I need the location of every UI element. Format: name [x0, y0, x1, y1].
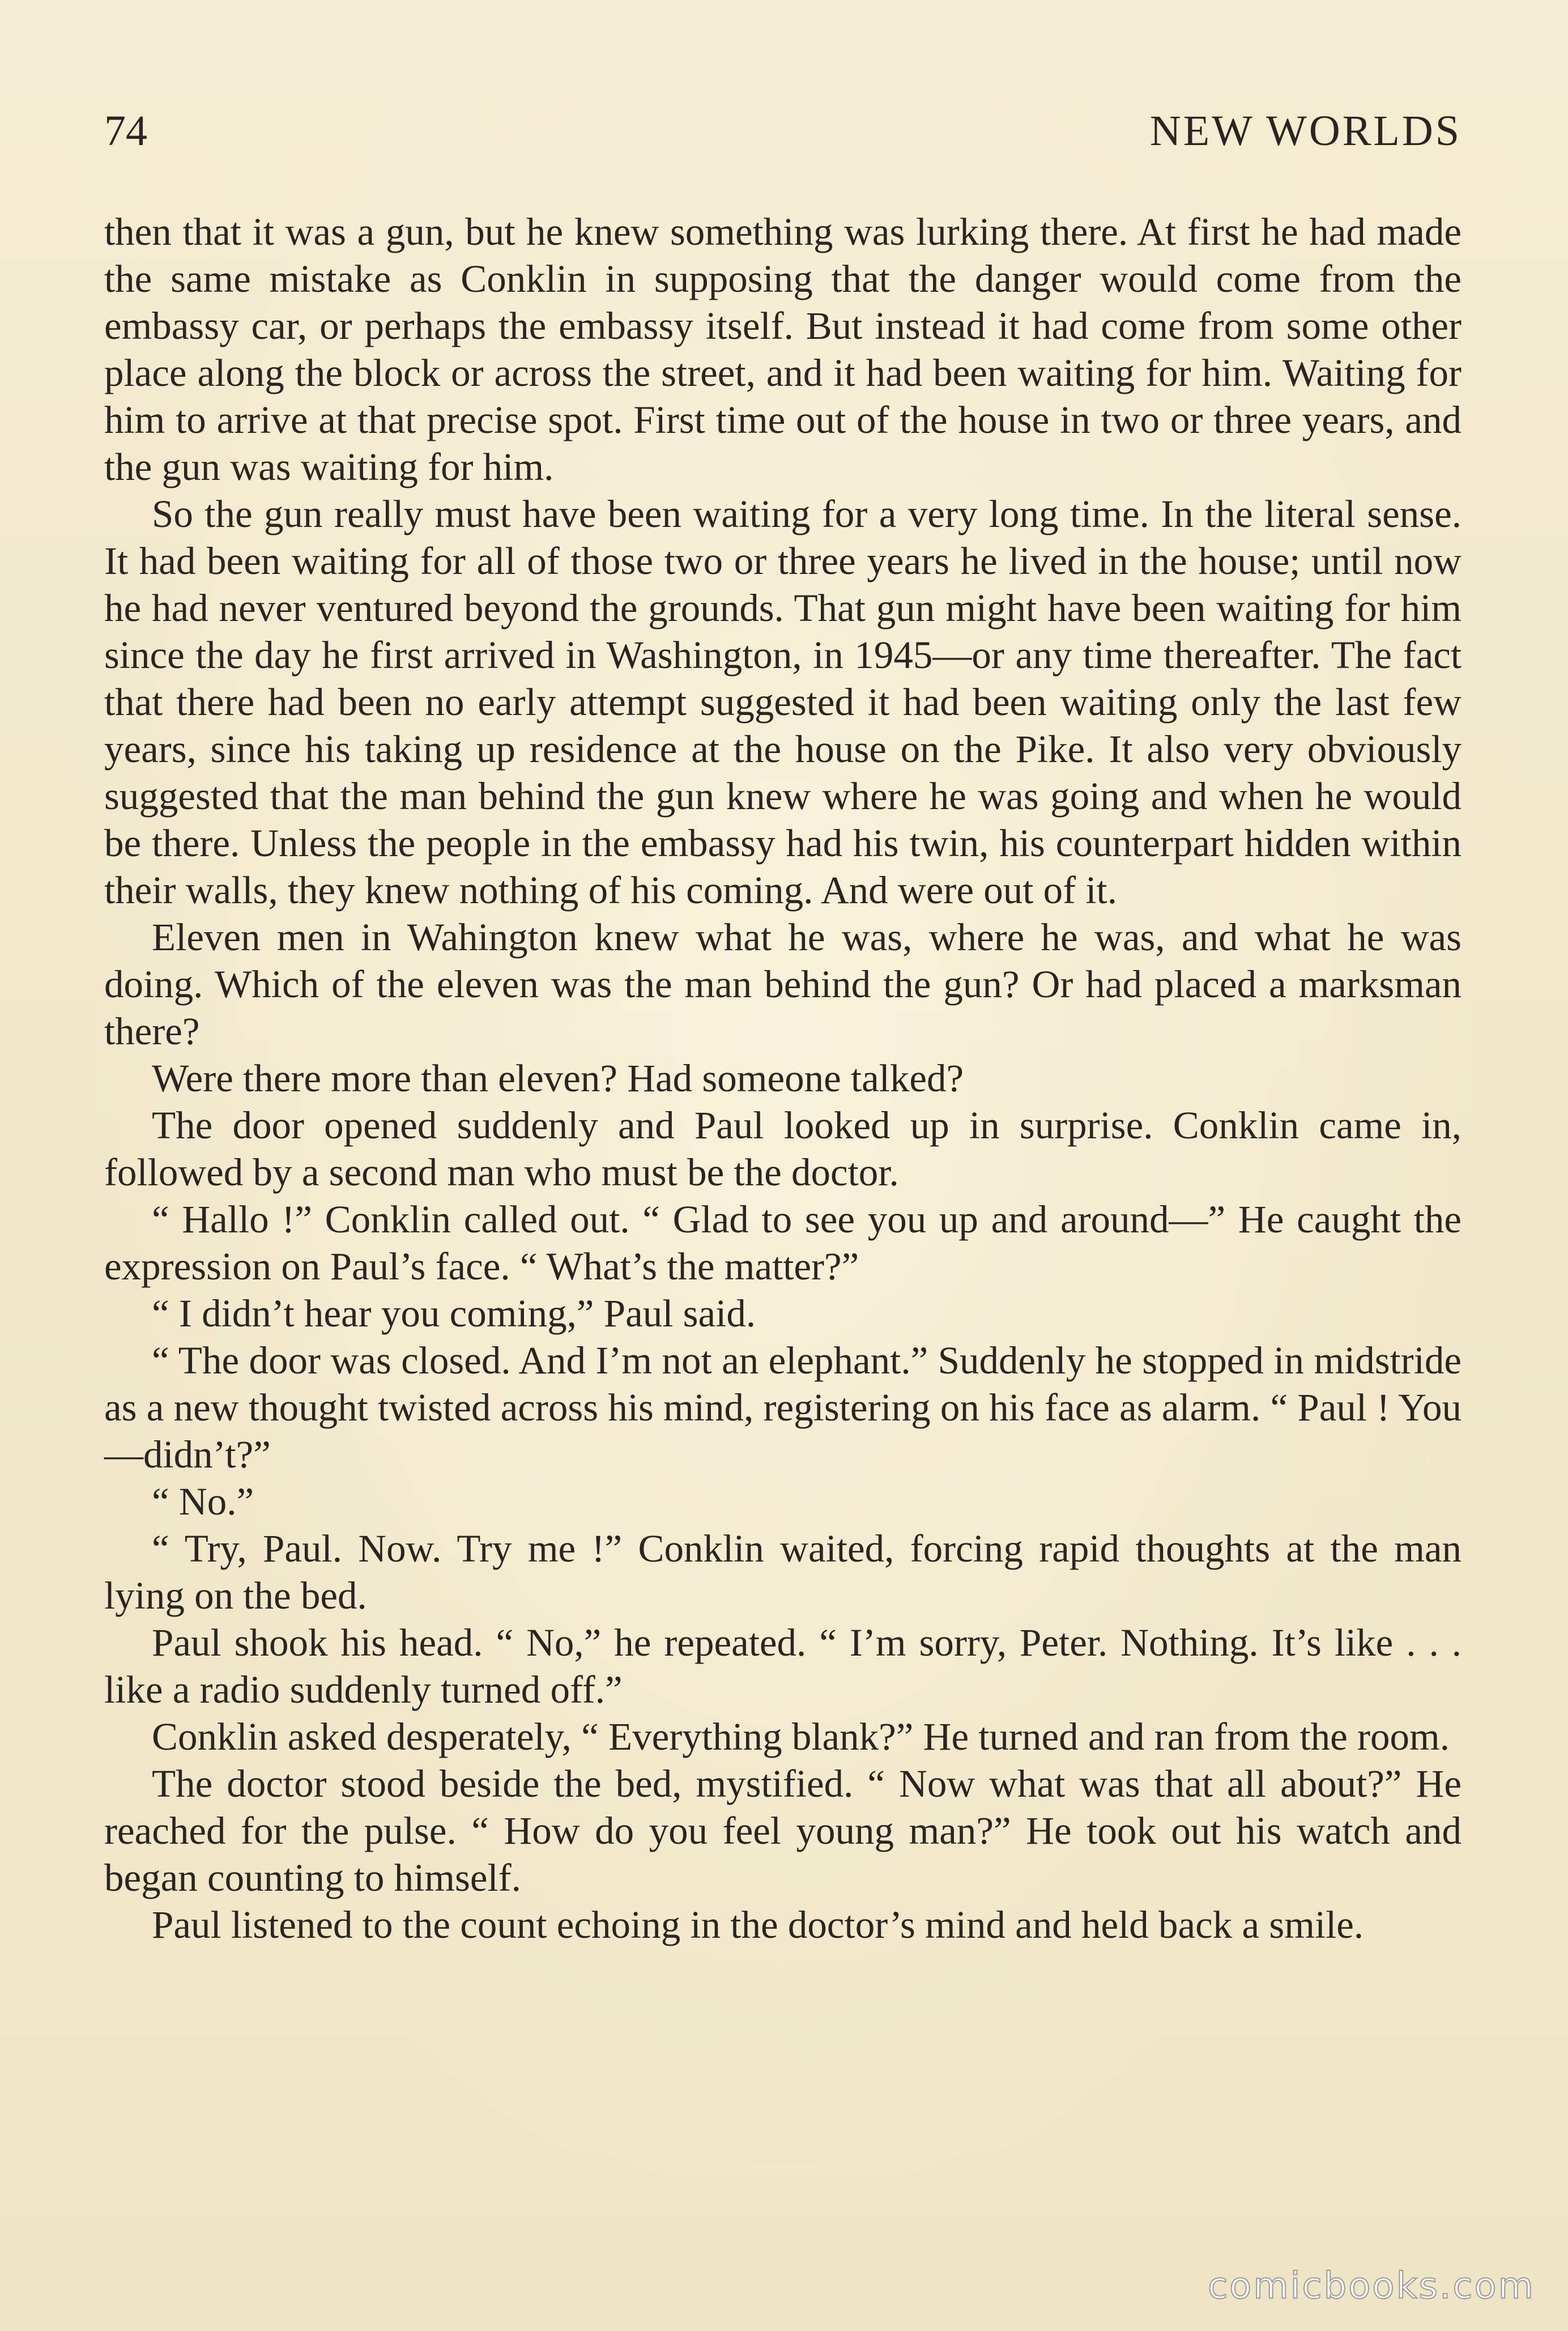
paragraph: “ No.”	[152, 1480, 254, 1523]
running-title: NEW WORLDS	[1149, 107, 1462, 155]
paragraph: “ Try, Paul. Now. Try me !” Conklin waited, forcing rapid thoughts at the man lying on the bed.	[104, 1527, 1462, 1617]
paragraph: The doctor stood beside the bed, mystified. “ Now what was that all about?” He reached for the pulse. “ How do you feel young man?” He took out his watch and began counting to himself.	[104, 1762, 1462, 1899]
page-number: 74	[104, 107, 147, 155]
paragraph: “ Hallo !” Conklin called out. “ Glad to see you up and around—” He caught the expression on Paul’s face. “ What’s the matter?”	[104, 1198, 1462, 1288]
paragraph: Paul shook his head. “ No,” he repeated. “ I’m sorry, Peter. Nothing. It’s like . . . like a radio suddenly turned off.”	[104, 1621, 1462, 1711]
paragraph: Were there more than eleven? Had someone talked?	[152, 1057, 964, 1100]
paragraph: Paul listened to the count echoing in the doctor’s mind and held back a smile.	[152, 1903, 1364, 1946]
paragraph: “ The door was closed. And I’m not an elephant.” Suddenly he stopped in midstride as a new thought twisted across his mind, registering on his face as alarm. “ Paul ! You—didn’t?”	[104, 1339, 1462, 1476]
paragraph: So the gun really must have been waiting for a very long time. In the literal sense. It had been waiting for all of those two or three years he lived in the house; until now he had never ventured beyond the grounds. That gun might have been waiting for him since the day he first arrived in Washington, in 1945—or any time thereafter. The fact that there had been no early attempt suggested it had been waiting only the last few years, since his taking up residence at the house on the Pike. It also very obviously suggested that the man behind the gun knew where he was going and when he would be there. Unless the people in the embassy had his twin, his counterpart hidden within their walls, they knew nothing of his coming. And were out of it.	[104, 492, 1462, 912]
page-header	[104, 107, 1462, 169]
body-text	[104, 209, 1462, 1949]
paragraph: then that it was a gun, but he knew something was lurking there. At first he had made the same mistake as Conklin in supposing that the danger would come from the embassy car, or perhaps the embassy itself. But instead it had come from some other place along the block or across the street, and it had been waiting for him. Waiting for him to arrive at that precise spot. First time out of the house in two or three years, and the gun was waiting for him.	[104, 210, 1462, 488]
paragraph: Eleven men in Wahington knew what he was, where he was, and what he was doing. Which of the eleven was the man behind the gun? Or had placed a marksman there?	[104, 916, 1462, 1053]
paragraph: The door opened suddenly and Paul looked up in surprise. Conklin came in, followed by a second man who must be the doctor.	[104, 1104, 1462, 1194]
paragraph: “ I didn’t hear you coming,” Paul said.	[152, 1292, 756, 1335]
site-watermark: comicbooks.com	[1207, 2265, 1535, 2307]
paragraph: Conklin asked desperately, “ Everything blank?” He turned and ran from the room.	[152, 1715, 1450, 1758]
